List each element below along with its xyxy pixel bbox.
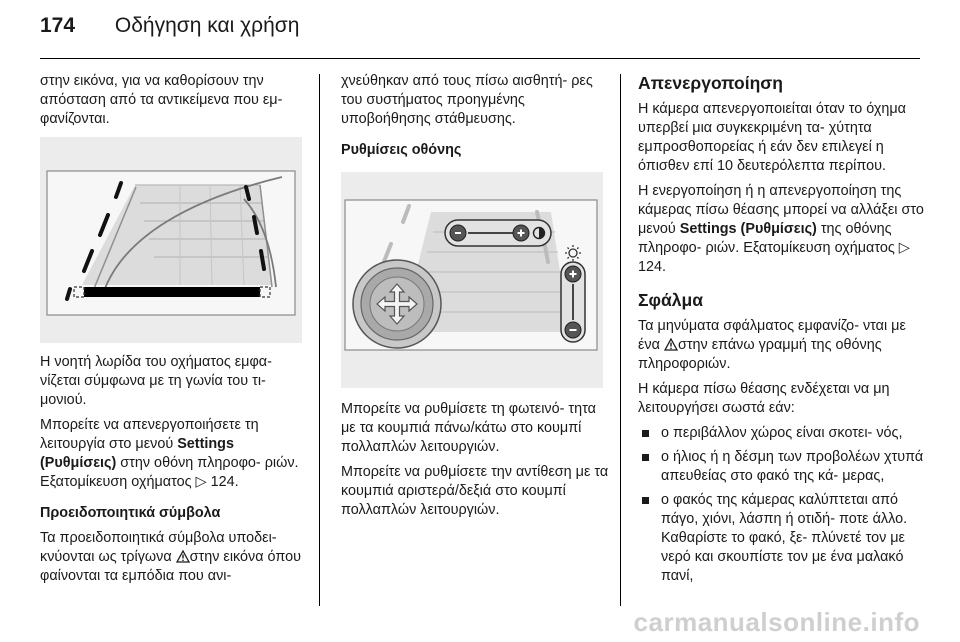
column-2 [341, 72, 609, 526]
paragraph: Μπορείτε να απενεργοποιήσετε τη λειτουργία στο μενού Settings (Ρυθμίσεις) στην οθόνη πληροφο- ριών. Εξατομίκευση οχήματος ▷ 124. [40, 417, 299, 490]
paragraph: Τα μηνύματα σφάλματος εμφανίζο- νται με ένα στην επάνω γραμμή της οθόνης πληροφοριών. [638, 318, 906, 372]
column-3 [638, 72, 928, 591]
settings-menu-label: Settings (Ρυθμίσεις) [679, 221, 817, 237]
column-divider [319, 74, 320, 606]
paragraph: Η κάμερα πίσω θέασης ενδέχεται να μη λειτουργήσει σωστά εάν: [638, 381, 890, 416]
list-item: ο περιβάλλον χώρος είναι σκοτει- νός, [638, 424, 928, 443]
page-number: 174 [40, 14, 76, 37]
page-ref-arrow-icon: ▷ [195, 474, 207, 490]
settings-menu-label: Settings (Ρυθμίσεις) [40, 436, 234, 471]
paragraph: Μπορείτε να ρυθμίσετε την αντίθεση με τα κουμπιά αριστερά/δεξιά στο κουμπί πολλαπλών λειτουργιών. [341, 464, 609, 518]
paragraph: στην εικόνα, για να καθορίσουν την απόσταση από τα αντικείμενα που εμ- φανίζονται. [40, 73, 283, 127]
rear-camera-guidelines-figure [40, 137, 302, 343]
page-ref-arrow-icon: ▷ [898, 240, 910, 256]
header-rule [40, 58, 920, 59]
paragraph: Η νοητή λωρίδα του οχήματος εμφα- νίζεται σύμφωνα με τη γωνία του τι- μονιού. [40, 354, 272, 408]
list-item: ο ήλιος ή η δέσμη των προβολέων χτυπά απευθείας στο φακό της κά- μερας, [638, 448, 928, 486]
section-title: Οδήγηση και χρήση [114, 14, 300, 37]
column-1 [40, 72, 308, 592]
heading-deactivation: Απενεργοποίηση [638, 73, 783, 93]
list-item: ο φακός της κάμερας καλύπτεται από πάγο, χιόνι, λάσπη ή οτιδή- ποτε άλλο. Καθαρίστε το φακό, ξε- πλύνετέ τον με νερό και σκουπίστε τον με ένα μαλακό πανί, [638, 491, 928, 586]
warning-triangle-icon [664, 338, 678, 351]
watermark: carmanualsonline.info [633, 607, 920, 637]
paragraph: Τα προειδοποιητικά σύμβολα υποδει- κνύονται ως τρίγωνα στην εικόνα όπου φαίνονται τα εμπόδια που ανι- [40, 530, 301, 584]
display-settings-figure [341, 172, 603, 388]
heading-error: Σφάλμα [638, 290, 703, 310]
column-divider [620, 74, 621, 606]
subheading-display-settings: Ρυθμίσεις οθόνης [341, 142, 462, 158]
page-header [40, 14, 299, 38]
conditions-list [638, 424, 928, 586]
warning-triangle-icon [176, 550, 190, 563]
paragraph: Η ενεργοποίηση ή η απενεργοποίηση της κάμερας πίσω θέασης μπορεί να αλλάξει στο μενού Settings (Ρυθμίσεις) της οθόνης πληροφο- ριών. Εξατομίκευση οχήματος ▷ 124. [638, 183, 924, 275]
subheading-warning-symbols: Προειδοποιητικά σύμβολα [40, 505, 221, 521]
paragraph: χνεύθηκαν από τους πίσω αισθητή- ρες του συστήματος προηγμένης υποβοήθησης στάθμευσης. [341, 73, 593, 127]
paragraph: Η κάμερα απενεργοποιείται όταν το όχημα υπερβεί μια συγκεκριμένη τα- χύτητα εμπροσθοπορείας ή εάν δεν επιλεγεί η όπισθεν επί 10 δευτερόλεπτα περίπου. [638, 101, 906, 174]
paragraph: Μπορείτε να ρυθμίσετε τη φωτεινό- τητα με τα κουμπιά πάνω/κάτω στο κουμπί πολλαπλών λειτουργιών. [341, 401, 596, 455]
